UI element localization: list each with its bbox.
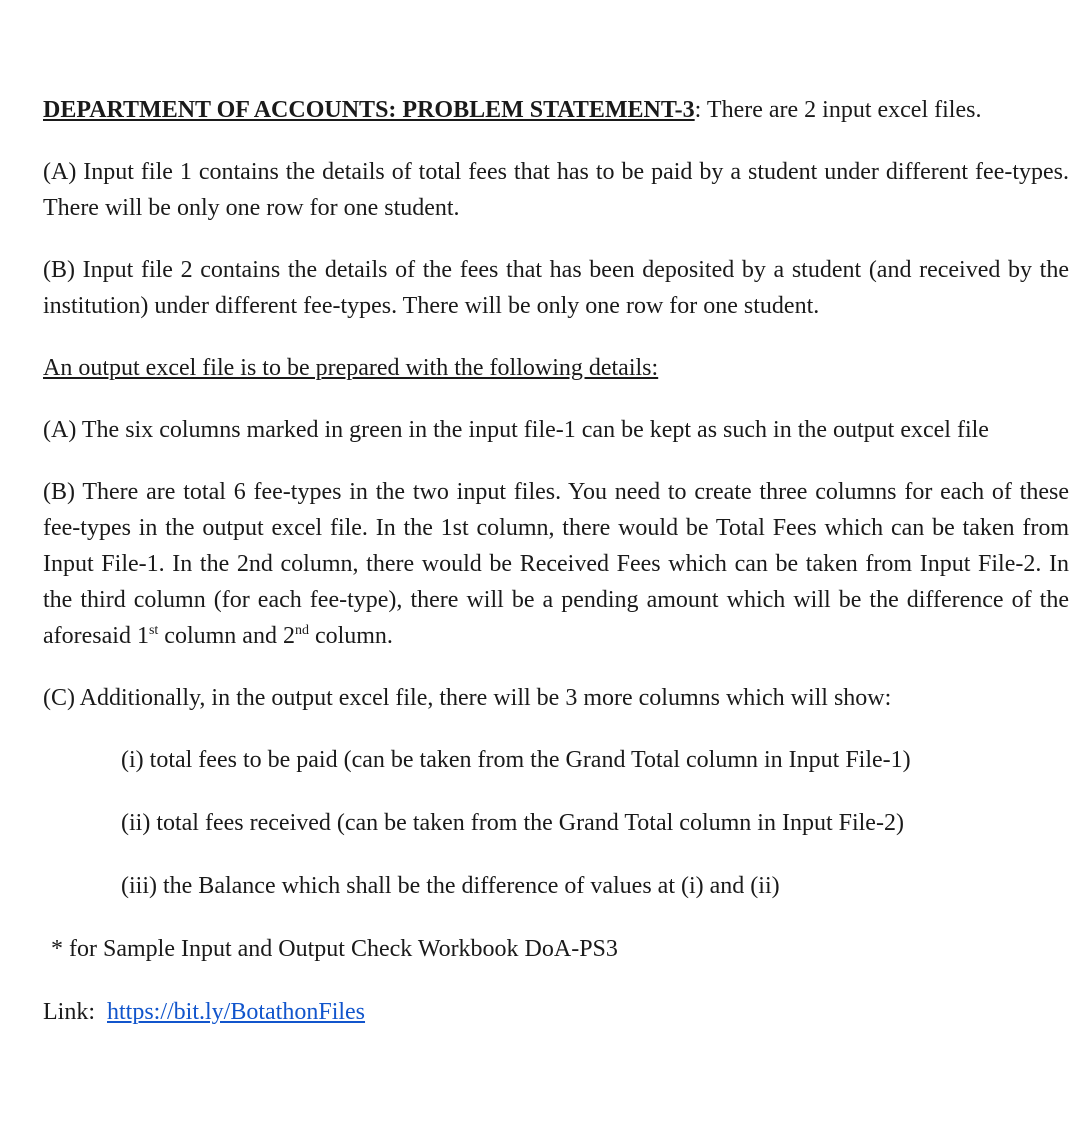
problem-title: DEPARTMENT OF ACCOUNTS: PROBLEM STATEMENT-3 bbox=[43, 97, 695, 123]
sub-item-ii: (ii) total fees received (can be taken from the Grand Total column in Input File-2) bbox=[121, 810, 904, 836]
output-heading bbox=[43, 350, 1069, 386]
link-line bbox=[43, 994, 1069, 1030]
input-file-2-paragraph: (B) Input file 2 contains the details of the fees that has been deposited by a student (and received by the institution) under different fee-types. There will be only one row for one student. bbox=[43, 257, 1069, 319]
problem-intro: : There are 2 input excel files. bbox=[694, 97, 982, 123]
output-c-paragraph: (C) Additionally, in the output excel file, there will be 3 more columns which will show: bbox=[43, 685, 892, 711]
sub-item-iii: (iii) the Balance which shall be the difference of values at (i) and (ii) bbox=[121, 873, 780, 899]
output-b-paragraph bbox=[43, 474, 1069, 654]
superscript-st: st bbox=[148, 623, 159, 638]
problem-heading-paragraph bbox=[43, 92, 1069, 128]
document-page bbox=[43, 92, 1069, 1030]
input-file-1-paragraph: (A) Input file 1 contains the details of total fees that has to be paid by a student under different fee-types. There will be only one row for one student. bbox=[43, 159, 1069, 221]
output-a-paragraph: (A) The six columns marked in green in the input file-1 can be kept as such in the output excel file bbox=[43, 417, 989, 443]
output-b-text-2: column and 2 bbox=[158, 623, 295, 649]
botathon-files-link[interactable]: https://bit.ly/BotathonFiles bbox=[107, 999, 366, 1025]
sub-item-i: (i) total fees to be paid (can be taken from the Grand Total column in Input File-1) bbox=[121, 747, 911, 773]
output-b-text-1: (B) There are total 6 fee-types in the two input files. You need to create three columns for each of these fee-types in the output excel file. In the 1st column, there would be Total Fees which can be taken from Input File-1. In the 2nd column, there would be Received Fees which can be taken from Input File-2. In the third column (for each fee-type), there will be a pending amount which will be the difference of the aforesaid 1 bbox=[43, 479, 1069, 649]
output-heading-text: An output excel file is to be prepared with the following details: bbox=[43, 355, 659, 381]
link-label: Link: bbox=[43, 999, 107, 1025]
output-b-text-3: column. bbox=[308, 623, 393, 649]
superscript-nd: nd bbox=[294, 623, 309, 638]
sample-note: * for Sample Input and Output Check Workbook DoA-PS3 bbox=[51, 936, 618, 962]
